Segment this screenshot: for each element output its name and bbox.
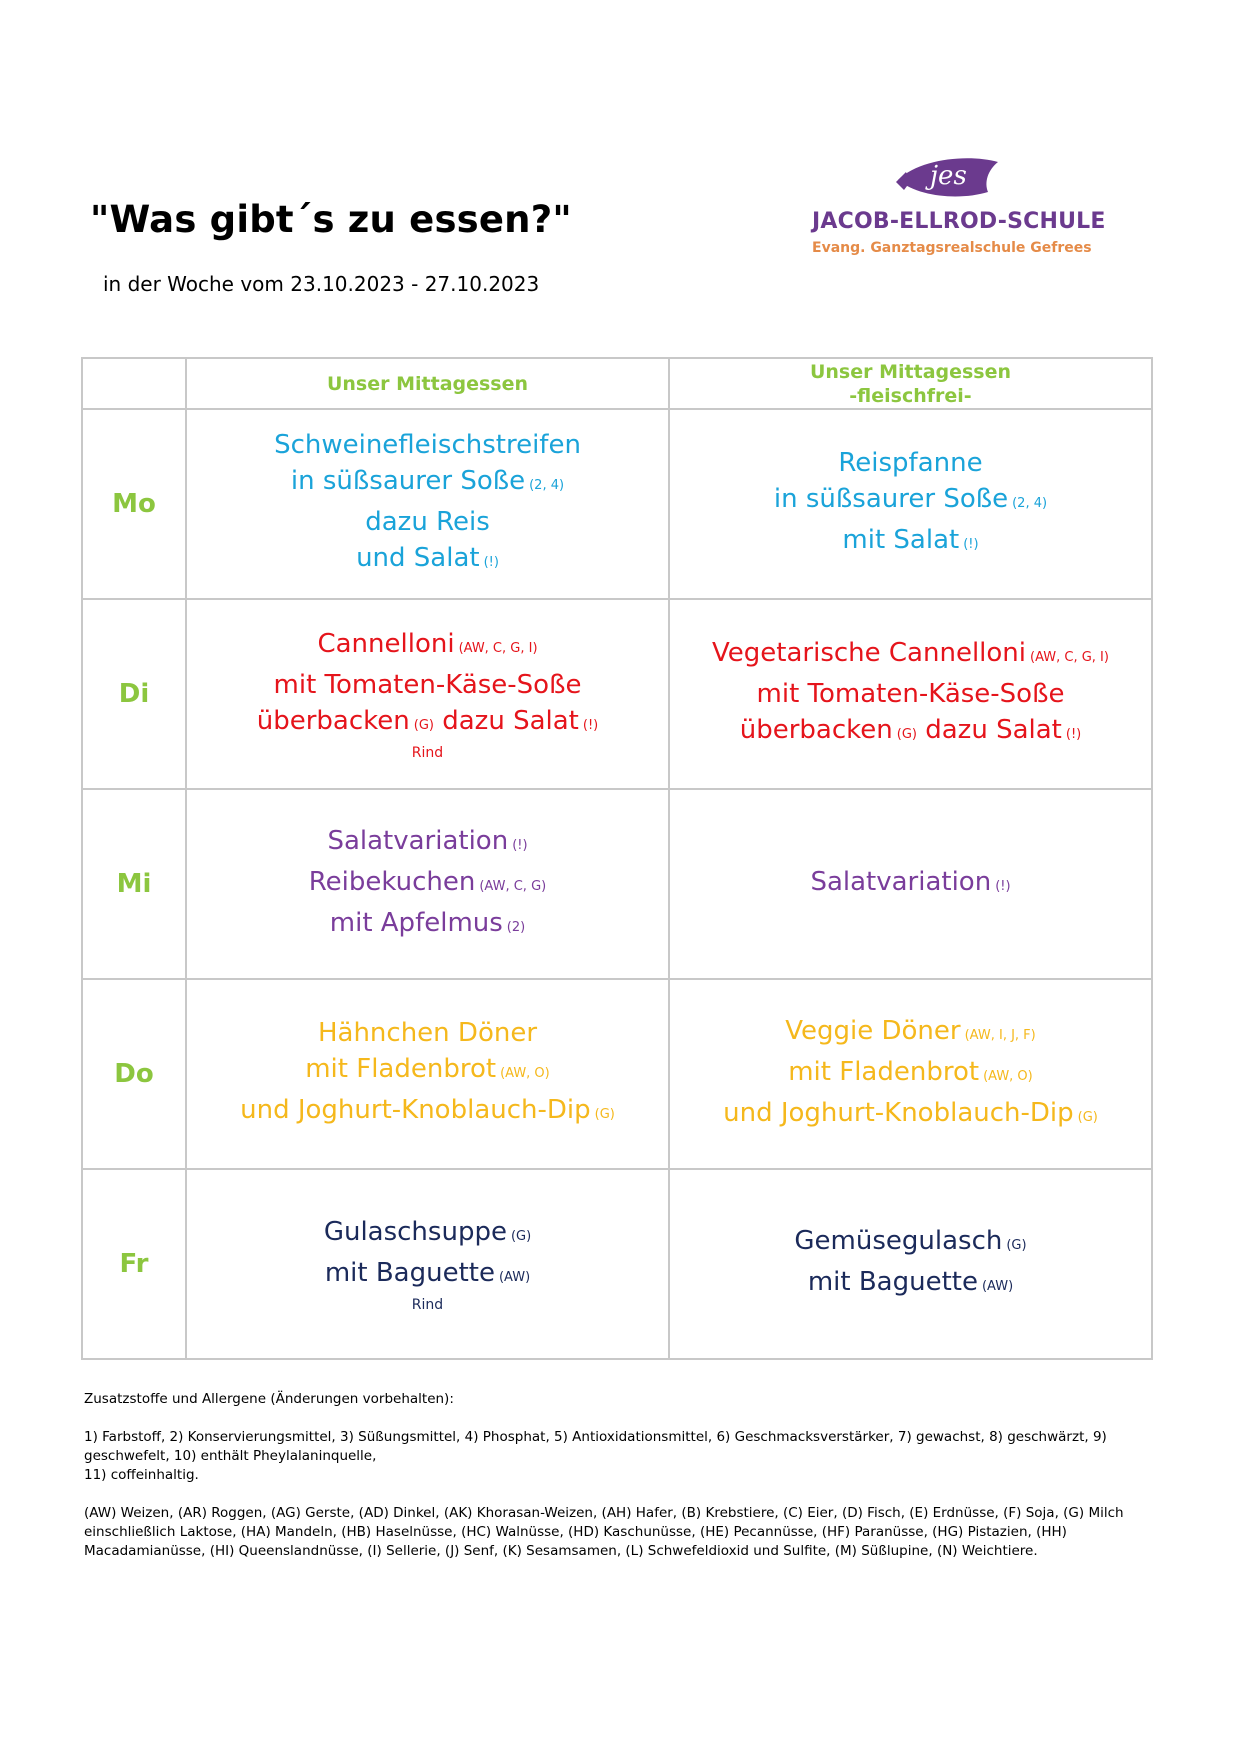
dish-line (187, 864, 668, 905)
dish-text: und Salat (356, 543, 480, 573)
school-name: JACOB-ELLROD-SCHULE (812, 209, 1106, 234)
dish-text: Hähnchen Döner (317, 1018, 538, 1048)
day-label: Mi (82, 789, 186, 979)
dish-text: und Joghurt-Knoblauch-Dip (723, 1097, 1074, 1128)
dish-line (670, 712, 1151, 753)
dish-cell-standard (186, 789, 669, 979)
dish-line (187, 463, 668, 504)
dish-text: Cannelloni (317, 629, 455, 659)
dish-line (187, 1255, 668, 1296)
dish-text: mit Apfelmus (329, 907, 503, 938)
school-tagline: Evang. Ganztagsrealschule Gefrees (812, 240, 1092, 256)
dish-text: dazu Salat (433, 706, 579, 736)
dish-text: dazu Salat (916, 715, 1062, 745)
allergen-note: (2) (506, 919, 526, 935)
allergen-note: (AW, C, G, I) (1030, 650, 1109, 665)
dish-line (187, 905, 668, 946)
dish-text: und Joghurt-Knoblauch-Dip (240, 1095, 591, 1125)
dish-text: mit Fladenbrot (788, 1056, 980, 1087)
allergen-note: (!) (963, 537, 979, 552)
header-empty-cell (82, 358, 186, 409)
dish-line (187, 1015, 668, 1051)
allergen-note: (!) (1065, 727, 1082, 742)
dish-line (670, 1223, 1151, 1264)
dish-line (670, 676, 1151, 712)
allergen-note: (G) (510, 1229, 532, 1244)
allergen-note: (G) (896, 727, 917, 742)
dish-text: mit Salat (842, 525, 960, 555)
dish-line (670, 635, 1151, 676)
dish-text: mit Baguette (807, 1267, 978, 1297)
dish-cell-meatfree (669, 789, 1152, 979)
dish-text: mit Fladenbrot (305, 1054, 497, 1084)
meat-type-note: Rind (411, 745, 444, 761)
allergen-note: (G) (594, 1107, 615, 1122)
dish-line (670, 1054, 1151, 1095)
dish-cell-standard (186, 599, 669, 789)
day-row-mo (82, 409, 1152, 599)
dish-line (187, 1051, 668, 1092)
dish-line (187, 1214, 668, 1255)
dish-line (187, 823, 668, 864)
dish-text: Gulaschsuppe (323, 1217, 507, 1247)
allergen-note: (!) (995, 878, 1011, 894)
dish-cell-standard (186, 1169, 669, 1359)
allergen-note: (AW, O) (983, 1068, 1033, 1084)
allergen-note: (AW, I, J, F) (964, 1027, 1036, 1043)
week-subtitle: in der Woche vom 23.10.2023 - 27.10.2023 (103, 272, 540, 296)
allergen-note: (AW) (498, 1270, 531, 1285)
day-row-fr (82, 1169, 1152, 1359)
dish-line (187, 626, 668, 667)
day-row-di (82, 599, 1152, 789)
allergen-note: (!) (483, 555, 499, 570)
allergen-note: (!) (512, 837, 528, 853)
dish-line (670, 445, 1151, 481)
allergen-note: (AW, C, G) (479, 878, 547, 894)
allergen-note: (G) (1077, 1109, 1098, 1125)
header-lunch (186, 358, 669, 409)
legend-additives-2: 11) coffeinhaltig. (84, 1467, 199, 1483)
allergen-note: (G) (413, 718, 434, 733)
allergen-note: (AW, O) (500, 1066, 550, 1081)
header-lunch-meatfree-line: -fleischfrei- (849, 384, 972, 407)
header-lunch-line: Unser Mittagessen (326, 372, 529, 395)
dish-text: Schweinefleischstreifen (274, 430, 581, 460)
legend-heading: Zusatzstoffe und Allergene (Änderungen vorbehalten): (84, 1391, 454, 1407)
dish-cell-meatfree (669, 979, 1152, 1169)
meat-type-note: Rind (411, 1297, 444, 1313)
allergen-note: (!) (582, 718, 599, 733)
dish-cell-standard (186, 409, 669, 599)
fish-logo-icon (892, 152, 1004, 202)
dish-text: Veggie Döner (785, 1015, 961, 1046)
dish-cell-meatfree (669, 1169, 1152, 1359)
allergen-note: (2, 4) (1012, 496, 1048, 511)
dish-text: Salatvariation (810, 866, 992, 897)
footer-legend (84, 1390, 1144, 1580)
dish-line (670, 1095, 1151, 1136)
dish-text: mit Tomaten-Käse-Soße (756, 679, 1065, 709)
allergen-note: (G) (1006, 1238, 1027, 1253)
dish-text: Vegetarische Cannelloni (712, 638, 1026, 668)
dish-line (187, 540, 668, 581)
dish-text: überbacken (256, 706, 410, 736)
dish-cell-standard (186, 979, 669, 1169)
dish-text: in süßsaurer Soße (290, 466, 526, 496)
dish-text: überbacken (739, 715, 893, 745)
day-row-mi (82, 789, 1152, 979)
dish-line (187, 504, 668, 540)
allergen-note: (2, 4) (529, 478, 565, 493)
school-logo (812, 152, 1106, 264)
dish-text: Gemüsegulasch (794, 1226, 1003, 1256)
header-lunch-meatfree-line: Unser Mittagessen (809, 360, 1012, 383)
dish-text: Reispfanne (838, 448, 983, 478)
header-lunch-meatfree (669, 358, 1152, 409)
dish-text: Salatvariation (327, 825, 509, 856)
allergen-note: (AW, C, G, I) (458, 641, 538, 656)
legend-allergens: (AW) Weizen, (AR) Roggen, (AG) Gerste, (AD) Dinkel, (AK) Khorasan-Weizen, (AH) Hafer, (B) Krebstiere, (C) Eier, (D) Fisch, (E) Erdnüsse, (F) Soja, (G) Milch einschließlich Laktose, (HA) Mandeln, (HB) Haselnüsse, (HC) Walnüsse, (HD) Kaschunüsse, (HE) Pecannüsse, (HF) Paranüsse, (HG) Pistazien, (HH) Macadamianüsse, (HI) Queenslandnüsse, (I) Sellerie, (J) Senf, (K) Sesamsamen, (L) Schwefeldioxid und Sulfite, (M) Süßlupine, (N) Weichtiere. (84, 1505, 1124, 1559)
dish-text: dazu Reis (365, 507, 490, 537)
day-label: Do (82, 979, 186, 1169)
day-label: Di (82, 599, 186, 789)
page-title: "Was gibt´s zu essen?" (90, 198, 572, 241)
allergen-note: (AW) (981, 1279, 1014, 1294)
menu-table (81, 357, 1153, 1360)
day-label: Fr (82, 1169, 186, 1359)
dish-text: in süßsaurer Soße (773, 484, 1009, 514)
dish-text: mit Tomaten-Käse-Soße (273, 670, 582, 700)
dish-line (670, 522, 1151, 563)
dish-cell-meatfree (669, 409, 1152, 599)
day-label: Mo (82, 409, 186, 599)
legend-additives: 1) Farbstoff, 2) Konservierungsmittel, 3) Süßungsmittel, 4) Phosphat, 5) Antioxidationsmittel, 6) Geschmacksverstärker, 7) gewachst, 8) geschwärzt, 9) geschwefelt, 10) enthält Pheylalaninquelle, (84, 1429, 1107, 1464)
dish-line (670, 481, 1151, 522)
dish-text: mit Baguette (324, 1258, 495, 1288)
dish-line (670, 864, 1151, 905)
table-header-row (82, 358, 1152, 409)
dish-line (187, 1092, 668, 1133)
day-row-do (82, 979, 1152, 1169)
dish-line (670, 1264, 1151, 1305)
dish-line (187, 703, 668, 744)
dish-line (670, 1013, 1151, 1054)
logo-mark-text: jes (930, 161, 967, 191)
dish-text: Reibekuchen (308, 866, 476, 897)
dish-cell-meatfree (669, 599, 1152, 789)
dish-line (187, 667, 668, 703)
dish-line (187, 427, 668, 463)
